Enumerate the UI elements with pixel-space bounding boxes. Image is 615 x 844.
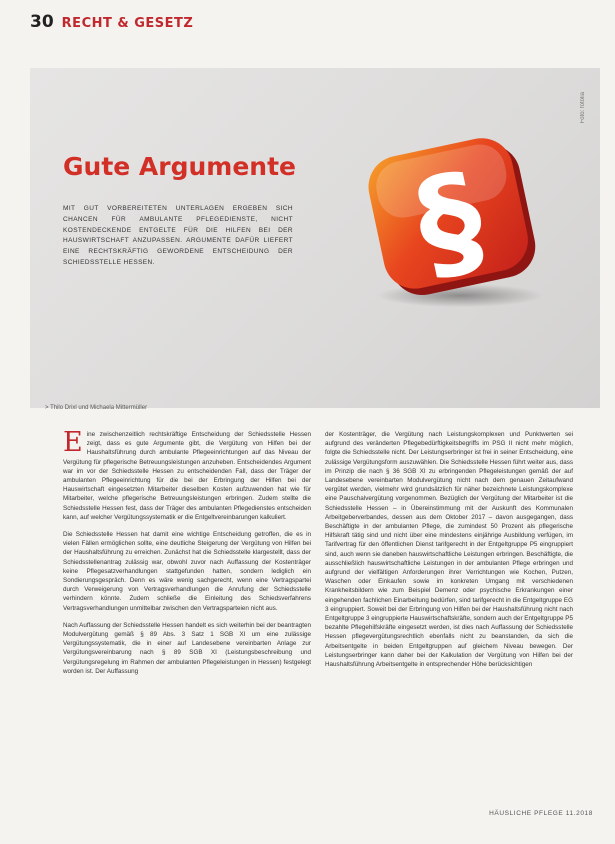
photo-credit: Foto: fotolia [580,92,586,124]
paragraph-text: Die Schiedsstelle Hessen hat damit eine wichtige Entscheidung getroffen, die es in vielen Fällen ermöglichen sollte, eine deutliche Steigerung der Vergütung von Hilfen bei der Haushaltsführung zu erreichen. Zunächst hat die Schiedsstelle klargestellt, dass der Schiedsstellenantrag zulässig war, obwohl zuvor nach Auffassung der Kostenträger keine Pflegesatzverhandlungen stattgefunden hatten, sondern lediglich ein Sondierungsgespräch. Denn es wäre wenig sachgerecht, wenn eine Vertragspartei durch Verweigerung von Vertragsverhandlungen die Anrufung der Schiedsstelle verhindern könnte. Zudem schließe die Einleitung des Schiedsverfahrens Vertragsverhandlungen unmittelbar zwischen den Vertragsparteien nicht aus. [63,531,311,612]
paragraph-text: ine zwischenzeitlich rechtskräftige Entscheidung der Schiedsstelle Hessen zeigt, dass es gute Argumente gibt, die Vergütung von Hilfen bei der Haushaltsführung durch ambulante Pflegeeinrichtungen auf das Niveau der Vergütung für pflegerische Betreuungsleistungen anzuheben. Entscheidendes Argument war im vor der Schiedsstelle Hessen zu entscheidenden Fall, dass der Träger der ambulanten Pflegeeinrichtung für die bei der Erbringung der Hilfen bei der Hauswirtschaft eingesetzten Mitarbeiter dieselben Kosten aufzuwenden hat wie für Mitarbeiter, welche pflegerische Betreuungsleistungen erbringen. Zudem stellte die Schiedsstelle Hessen fest, dass der Träger des ambulanten Pflegedienstes entscheiden kann, auf welcher Vergütungssystematik er die Entgeltvereinbarungen kalkuliert. [63,431,311,521]
drop-cap: E [63,427,83,458]
left-column [63,427,311,684]
paragraph-text: Nach Auffassung der Schiedsstelle Hessen handelt es sich weiterhin bei der beantragten Modulvergütung gemäß § 89 Abs. 3 Satz 1 SGB XI um eine zulässige Vergütungssystematik, die in einer auf Landesebene vereinbarten Anlage zur Vergütungsvereinbarung nach § 89 SGB XI (Leistungsbeschreibung und Vergütungsregelung im Rahmen der ambulanten Pflegeleistungen in Hessen) festgelegt worden ist. Der Auffassung [63,621,311,675]
author-line: > Thilo Drixl und Michaela Mittermüller [45,405,148,411]
page-number: 30 [30,12,54,32]
paragraph [325,430,573,669]
paragraph [63,621,311,676]
paragraph-text: der Kostenträger, die Vergütung nach Leistungskomplexen und Punktwerten sei aufgrund des veränderten Pflegebedürftigkeitsbegriffs im PSG II nicht mehr möglich, folgte die Schiedsstelle nicht. Der Leistungserbringer ist frei in seiner Entscheidung, eine zulässige Vergütungsform auszuwählen. Die Schiedsstelle Hessen führt weiter aus, dass im Prinzip die nach § 36 SGB XI zu erbringenden Pflegeleistungen gemäß der auf Landesebene vereinbarten Modulvergütung nicht nach dem genauen Zeitaufwand vergütet werden, vielmehr wird grundsätzlich für näher bezeichnete Leistungskomplexe eine Pauschalvergütung vorgenommen. Bezüglich der Vergütung der Mitarbeiter ist die Schiedsstelle Hessen – in Übereinstimmung mit der Auskunft des Kommunalen Arbeitgeberverbandes, dessen aus dem Oktober 2017 – davon ausgegangen, dass Beschäftigte in der ambulanten Pflege, die zumindest 50 Prozent als pflegerische Hilfskraft tätig sind und nicht über eine mindestens einjährige Ausbildung verfügen, im Tarifvertrag für den öffentlichen Dienst tarifgerecht in der Entgeltgruppe P5 eingruppiert sind, auch wenn sie daneben hauswirtschaftliche Leistungen erbringen. Beschäftigte, die ausschließlich hauswirtschaftliche Leistungen in der ambulanten Pflege erbringen und aufgrund der vielfältigen Anforderungen ihrer Verrichtungen wie Kochen, Putzen, Waschen oder Einkaufen sowie im konkreten Umgang mit verschiedenen Krankheitsbildern wie zum Beispiel Demenz oder psychische Erkrankungen einer eingehenden fachlichen Einarbeitung bedürfen, sind tarifgerecht in die Entgeltgruppe EG 3 eingruppiert. Soweit bei der Erbringung von Hilfen bei der Haushaltsführung nicht nach Entgeltgruppe 3 eingruppierte Hauswirtschaftskräfte, sondern auch der Entgeltgruppe P5 bezahlte Pflegehilfskräfte eingesetzt werden, ist dies nach Auffassung der Schiedsstelle Hessen pflegevergütungsrechtlich ebenfalls nicht zu beanstanden, da sich die Arbeitsentgelte in beiden Entgeltgruppen auf gleichem Niveau bewegen. Der Leistungserbringer kann daher bei der Kalkulation der Vergütung von Hilfen bei der Haushaltsführung Arbeitsentgelte in entsprechender Höhe berücksichtigen [325,431,573,669]
issue-footer: HÄUSLICHE PFLEGE 11.2018 [489,810,593,817]
paragraph [63,530,311,613]
right-column [325,430,573,677]
article-lead: MIT GUT VORBEREITETEN UNTERLAGEN ERGEBEN SICH CHANCEN FÜR AMBULANTE PFLEGEDIENSTE, NICHT KOSTENDECKENDE ENTGELTE FÜR DIE HILFEN BEI DER HAUSWIRTSCHAFT ANZUPASSEN. ARGUMENTE DAFÜR LIEFERT EINE RECHTSKRÄFTIG GEWORDENE ENTSCHEIDUNG DER SCHIEDSSTELLE HESSEN. [63,205,293,266]
svg-text:§: § [404,145,496,300]
page-header [30,12,193,32]
article-title: Gute Argumente [63,152,297,181]
paragraph [63,427,311,522]
paragraph-sign-icon [355,122,550,317]
section-title: RECHT & GESETZ [61,16,194,31]
